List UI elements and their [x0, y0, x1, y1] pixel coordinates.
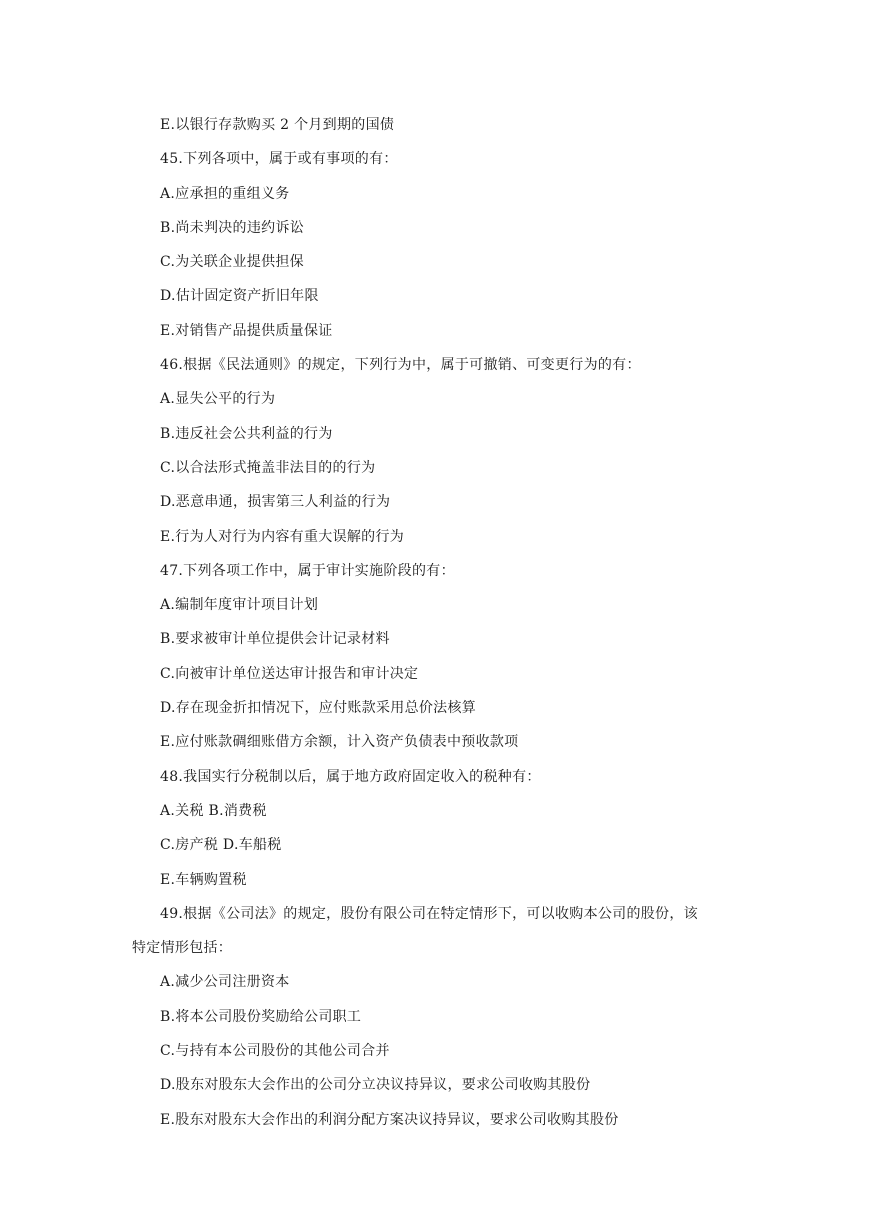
text-line: D.股东对股东大会作出的公司分立决议持异议，要求公司收购其股份 [160, 1077, 591, 1094]
text-line: 46.根据《民法通则》的规定，下列行为中，属于可撤销、可变更行为的有： [160, 357, 641, 374]
text-line: D.估计固定资产折旧年限 [160, 288, 319, 305]
text-line: C.与持有本公司股份的其他公司合并 [160, 1043, 390, 1060]
text-line: E.车辆购置税 [160, 871, 247, 888]
text-line: A.显失公平的行为 [160, 391, 276, 408]
text-line: C.向被审计单位送达审计报告和审计决定 [160, 665, 419, 682]
text-line: C.为关联企业提供担保 [160, 254, 304, 271]
text-line: E.应付账款碉细账借方余额，计入资产负债表中预收款项 [160, 734, 519, 751]
text-line: B.违反社会公共利益的行为 [160, 425, 333, 442]
document-body [132, 108, 752, 1137]
text-line: A.应承担的重组义务 [160, 185, 290, 202]
text-line: E.股东对股东大会作出的利润分配方案决议持异议，要求公司收购其股份 [160, 1111, 619, 1128]
text-line: A.编制年度审计项目计划 [160, 597, 319, 614]
text-line: 45.下列各项中，属于或有事项的有： [160, 151, 398, 168]
text-line: 48.我国实行分税制以后，属于地方政府固定收入的税种有： [160, 768, 541, 785]
text-line: E.对销售产品提供质量保证 [160, 322, 333, 339]
text-line: 47.下列各项工作中，属于审计实施阶段的有： [160, 562, 455, 579]
text-line: E.以银行存款购买 2 个月到期的国债 [160, 117, 395, 133]
text-line: 49.根据《公司法》的规定，股份有限公司在特定情形下，可以收购本公司的股份，该 [160, 905, 698, 922]
text-line: C.房产税 D.车船税 [160, 837, 282, 854]
text-line: 特定情形包括： [132, 940, 233, 957]
text-line: D.恶意串通，损害第三人利益的行为 [160, 494, 391, 511]
text-line: B.将本公司股份奖励给公司职工 [160, 1008, 362, 1025]
text-line: E.行为人对行为内容有重大误解的行为 [160, 528, 405, 545]
text-line: C.以合法形式掩盖非法目的的行为 [160, 459, 376, 476]
text-line: B.尚未判决的违约诉讼 [160, 219, 305, 236]
text-line: A.减少公司注册资本 [160, 974, 290, 991]
text-line: B.要求被审计单位提供会计记录材料 [160, 631, 390, 648]
text-line: D.存在现金折扣情况下，应付账款采用总价法核算 [160, 700, 477, 717]
text-line: A.关税 B.消费税 [160, 802, 267, 819]
